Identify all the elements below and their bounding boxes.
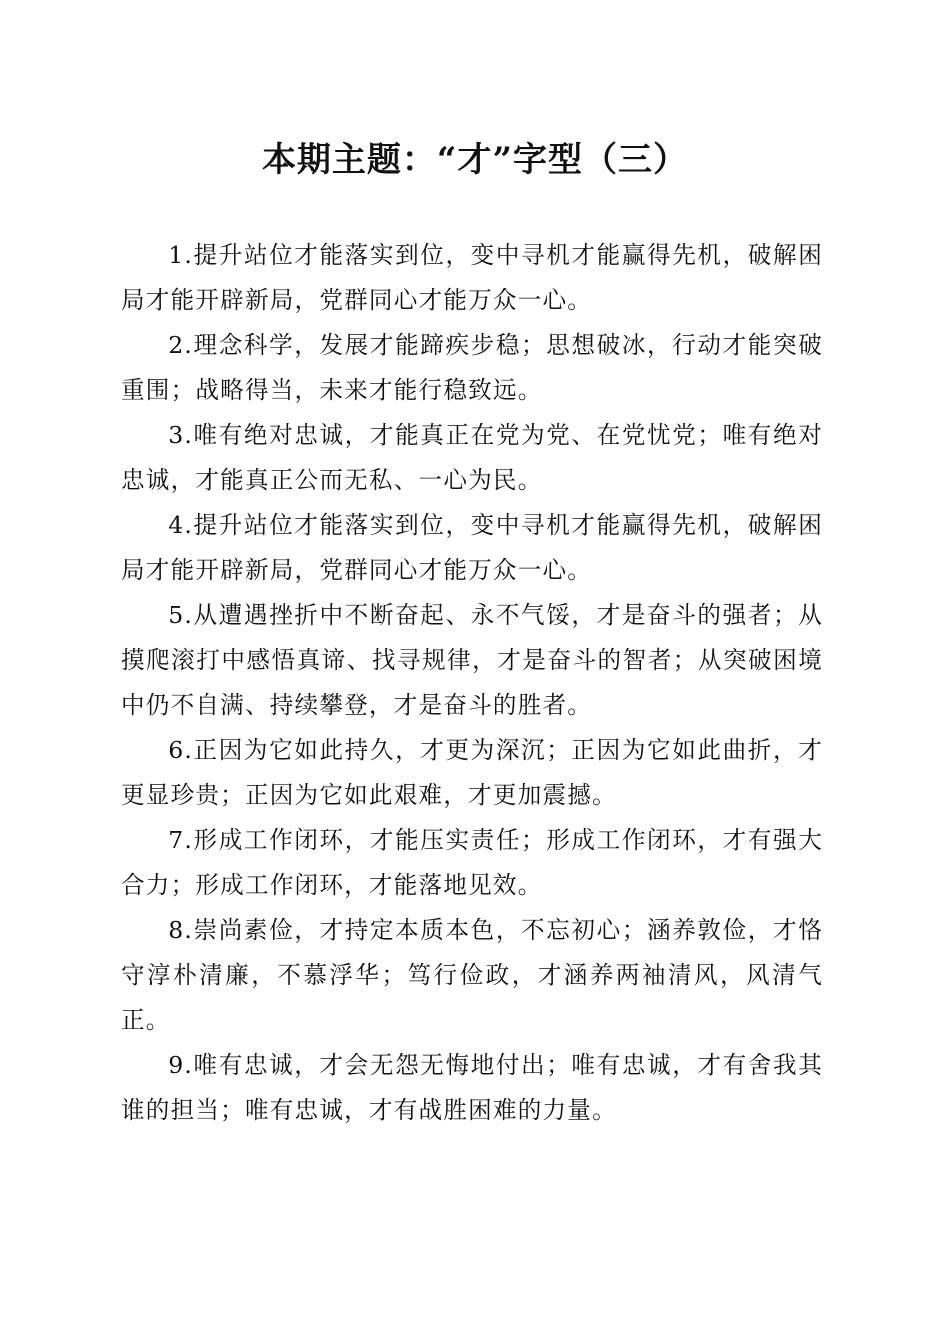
document-body — [121, 233, 823, 1133]
paragraph-9: 9.唯有忠诚，才会无怨无悔地付出；唯有忠诚，才有舍我其谁的担当；唯有忠诚，才有战胜困难的力量。 — [121, 1051, 823, 1124]
paragraph-3: 3.唯有绝对忠诚，才能真正在党为党、在党忧党；唯有绝对忠诚，才能真正公而无私、一心为民。 — [121, 421, 823, 494]
paragraph-1: 1.提升站位才能落实到位，变中寻机才能赢得先机，破解困局才能开辟新局，党群同心才能万众一心。 — [121, 241, 823, 314]
paragraph-5: 5.从遭遇挫折中不断奋起、永不气馁，才是奋斗的强者；从摸爬滚打中感悟真谛、找寻规律，才是奋斗的智者；从突破困境中仍不自满、持续攀登，才是奋斗的胜者。 — [121, 601, 823, 719]
paragraph-6: 6.正因为它如此持久，才更为深沉；正因为它如此曲折，才更显珍贵；正因为它如此艰难，才更加震撼。 — [121, 736, 823, 809]
paragraph-8: 8.崇尚素俭，才持定本质本色，不忘初心；涵养敦俭，才恪守淳朴清廉，不慕浮华；笃行俭政，才涵养两袖清风，风清气正。 — [121, 916, 823, 1034]
document-title: 本期主题：“才”字型（三） — [261, 140, 689, 180]
paragraph-2: 2.理念科学，发展才能蹄疾步稳；思想破冰，行动才能突破重围；战略得当，未来才能行稳致远。 — [121, 331, 823, 404]
paragraph-7: 7.形成工作闭环，才能压实责任；形成工作闭环，才有强大合力；形成工作闭环，才能落地见效。 — [121, 826, 823, 899]
paragraph-4: 4.提升站位才能落实到位，变中寻机才能赢得先机，破解困局才能开辟新局，党群同心才能万众一心。 — [121, 511, 823, 584]
